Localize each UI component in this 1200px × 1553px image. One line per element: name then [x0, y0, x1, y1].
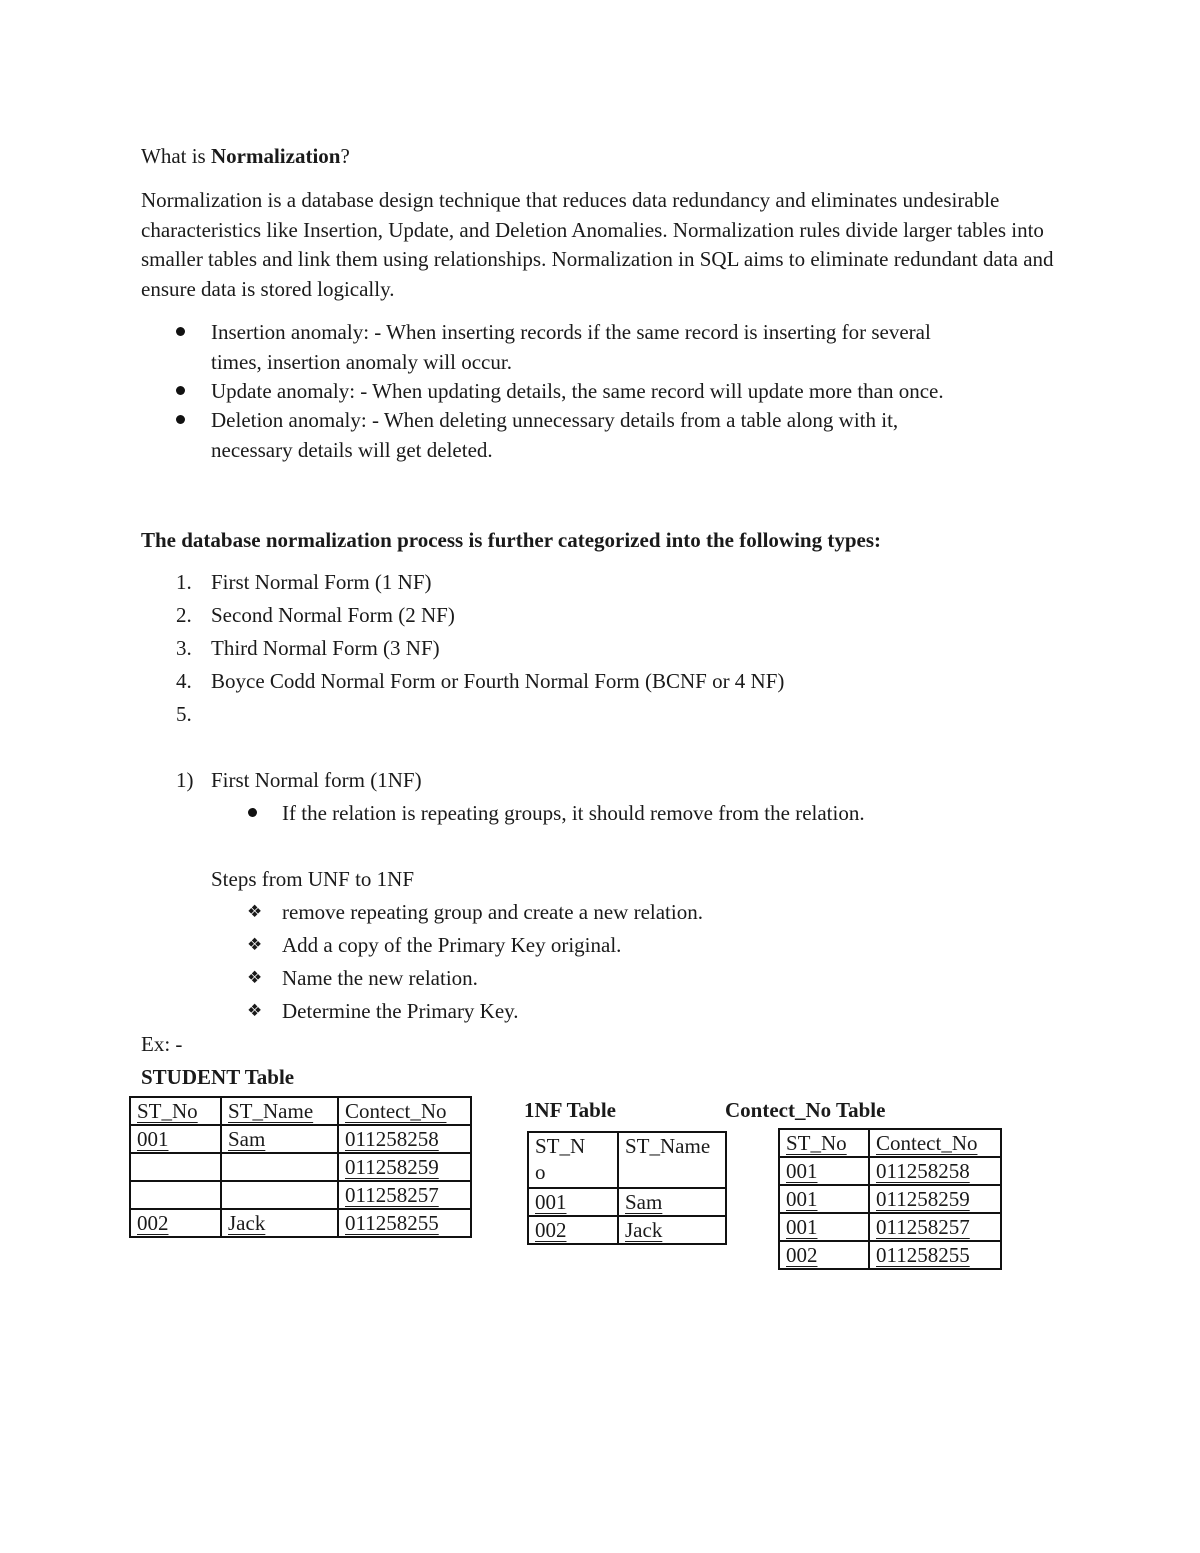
heading-bold-term: Normalization [210, 144, 341, 168]
anomaly-item-deletion-line2: necessary details will get deleted. [211, 438, 493, 462]
anomaly-item-insertion-line1: Insertion anomaly: - When inserting records if the same record is inserting for several [211, 320, 931, 344]
anomaly-item-insertion-line2: times, insertion anomaly will occur. [211, 350, 512, 374]
bullet-icon [176, 327, 185, 336]
types-heading: The database normalization process is further categorized into the following types: [141, 528, 881, 552]
heading-prefix: What is [141, 144, 211, 168]
table-cell: 011258257 [869, 1213, 1001, 1241]
table-cell: Jack [221, 1209, 338, 1237]
section-number: 1) [176, 768, 194, 792]
table-header-cell: Contect_No [869, 1129, 1001, 1157]
list-number: 3. [176, 636, 192, 660]
list-item: Third Normal Form (3 NF) [211, 636, 440, 660]
section-bullet: If the relation is repeating groups, it should remove from the relation. [282, 801, 865, 825]
example-label: Ex: - [141, 1032, 183, 1056]
step-item: Name the new relation. [282, 966, 478, 990]
table-cell: Jack [618, 1216, 726, 1244]
list-number: 4. [176, 669, 192, 693]
contact-table [778, 1128, 1002, 1270]
anomaly-item-update-line1: Update anomaly: - When updating details, the same record will update more than once. [211, 379, 944, 403]
table-cell: 011258255 [869, 1241, 1001, 1269]
table-header-row [130, 1097, 471, 1125]
table-cell: Sam [221, 1125, 338, 1153]
intro-paragraph: Normalization is a database design technique that reduces data redundancy and eliminates undesirable characteristics like Insertion, Update, and Deletion Anomalies. Normalization rules divide larger tables into smaller tables and link them using relationships. Normalization in SQL aims to eliminate redundant data and ensure data is stored logically. [141, 188, 1054, 301]
list-number: 1. [176, 570, 192, 594]
table-cell: Sam [618, 1188, 726, 1216]
table-row [130, 1209, 471, 1237]
anomaly-item-deletion-line1: Deletion anomaly: - When deleting unnecessary details from a table along with it, [211, 408, 899, 432]
table-cell: 001 [779, 1157, 869, 1185]
table-header-cell: ST_No [779, 1129, 869, 1157]
steps-title: Steps from UNF to 1NF [211, 867, 415, 891]
table-row [130, 1153, 471, 1181]
bullet-icon [176, 386, 185, 395]
table-cell: 002 [130, 1209, 221, 1237]
table-row [779, 1157, 1001, 1185]
list-number: 5. [176, 702, 192, 726]
list-item: First Normal Form (1 NF) [211, 570, 432, 594]
list-item: Boyce Codd Normal Form or Fourth Normal Form (BCNF or 4 NF) [211, 669, 785, 693]
table-cell: 011258255 [338, 1209, 471, 1237]
bullet-icon [176, 415, 185, 424]
table-row [779, 1185, 1001, 1213]
student-table-title: STUDENT Table [141, 1065, 295, 1089]
table-row [528, 1188, 726, 1216]
diamond-bullet-icon: ❖ [247, 935, 263, 955]
table-cell: 011258258 [338, 1125, 471, 1153]
table-cell [130, 1153, 221, 1181]
table-header-cell [528, 1132, 618, 1188]
table-row [130, 1181, 471, 1209]
table-cell: 001 [528, 1188, 618, 1216]
list-number: 2. [176, 603, 192, 627]
list-item: Second Normal Form (2 NF) [211, 603, 455, 627]
table-cell: 011258259 [338, 1153, 471, 1181]
table-cell [130, 1181, 221, 1209]
nf1-table [527, 1131, 727, 1245]
table-cell: 001 [779, 1213, 869, 1241]
table-cell: 011258259 [869, 1185, 1001, 1213]
section-title: First Normal form (1NF) [211, 768, 422, 792]
table-cell: 002 [528, 1216, 618, 1244]
step-item: Determine the Primary Key. [282, 999, 519, 1023]
table-header-row [528, 1132, 726, 1188]
table-cell [221, 1153, 338, 1181]
diamond-bullet-icon: ❖ [247, 902, 263, 922]
table-cell [221, 1181, 338, 1209]
heading-suffix: ? [340, 144, 350, 168]
header-text-line1: ST_N [535, 1134, 586, 1158]
table-header-cell: ST_No [130, 1097, 221, 1125]
table-row [528, 1216, 726, 1244]
table-row [130, 1125, 471, 1153]
table-row [779, 1213, 1001, 1241]
contact-table-title: Contect_No Table [725, 1098, 886, 1122]
step-item: remove repeating group and create a new relation. [282, 900, 703, 924]
diamond-bullet-icon: ❖ [247, 1001, 263, 1021]
table-header-cell: Contect_No [338, 1097, 471, 1125]
table-header-row [779, 1129, 1001, 1157]
diamond-bullet-icon: ❖ [247, 968, 263, 988]
bullet-icon [248, 808, 257, 817]
table-header-cell: ST_Name [618, 1132, 726, 1188]
table-cell: 002 [779, 1241, 869, 1269]
header-text-line2: o [535, 1160, 546, 1184]
student-table [129, 1096, 472, 1238]
nf1-table-title: 1NF Table [524, 1098, 616, 1122]
table-header-cell: ST_Name [221, 1097, 338, 1125]
table-cell: 001 [779, 1185, 869, 1213]
table-row [779, 1241, 1001, 1269]
step-item: Add a copy of the Primary Key original. [282, 933, 622, 957]
table-cell: 011258258 [869, 1157, 1001, 1185]
table-cell: 011258257 [338, 1181, 471, 1209]
table-cell: 001 [130, 1125, 221, 1153]
page-heading [141, 142, 350, 171]
